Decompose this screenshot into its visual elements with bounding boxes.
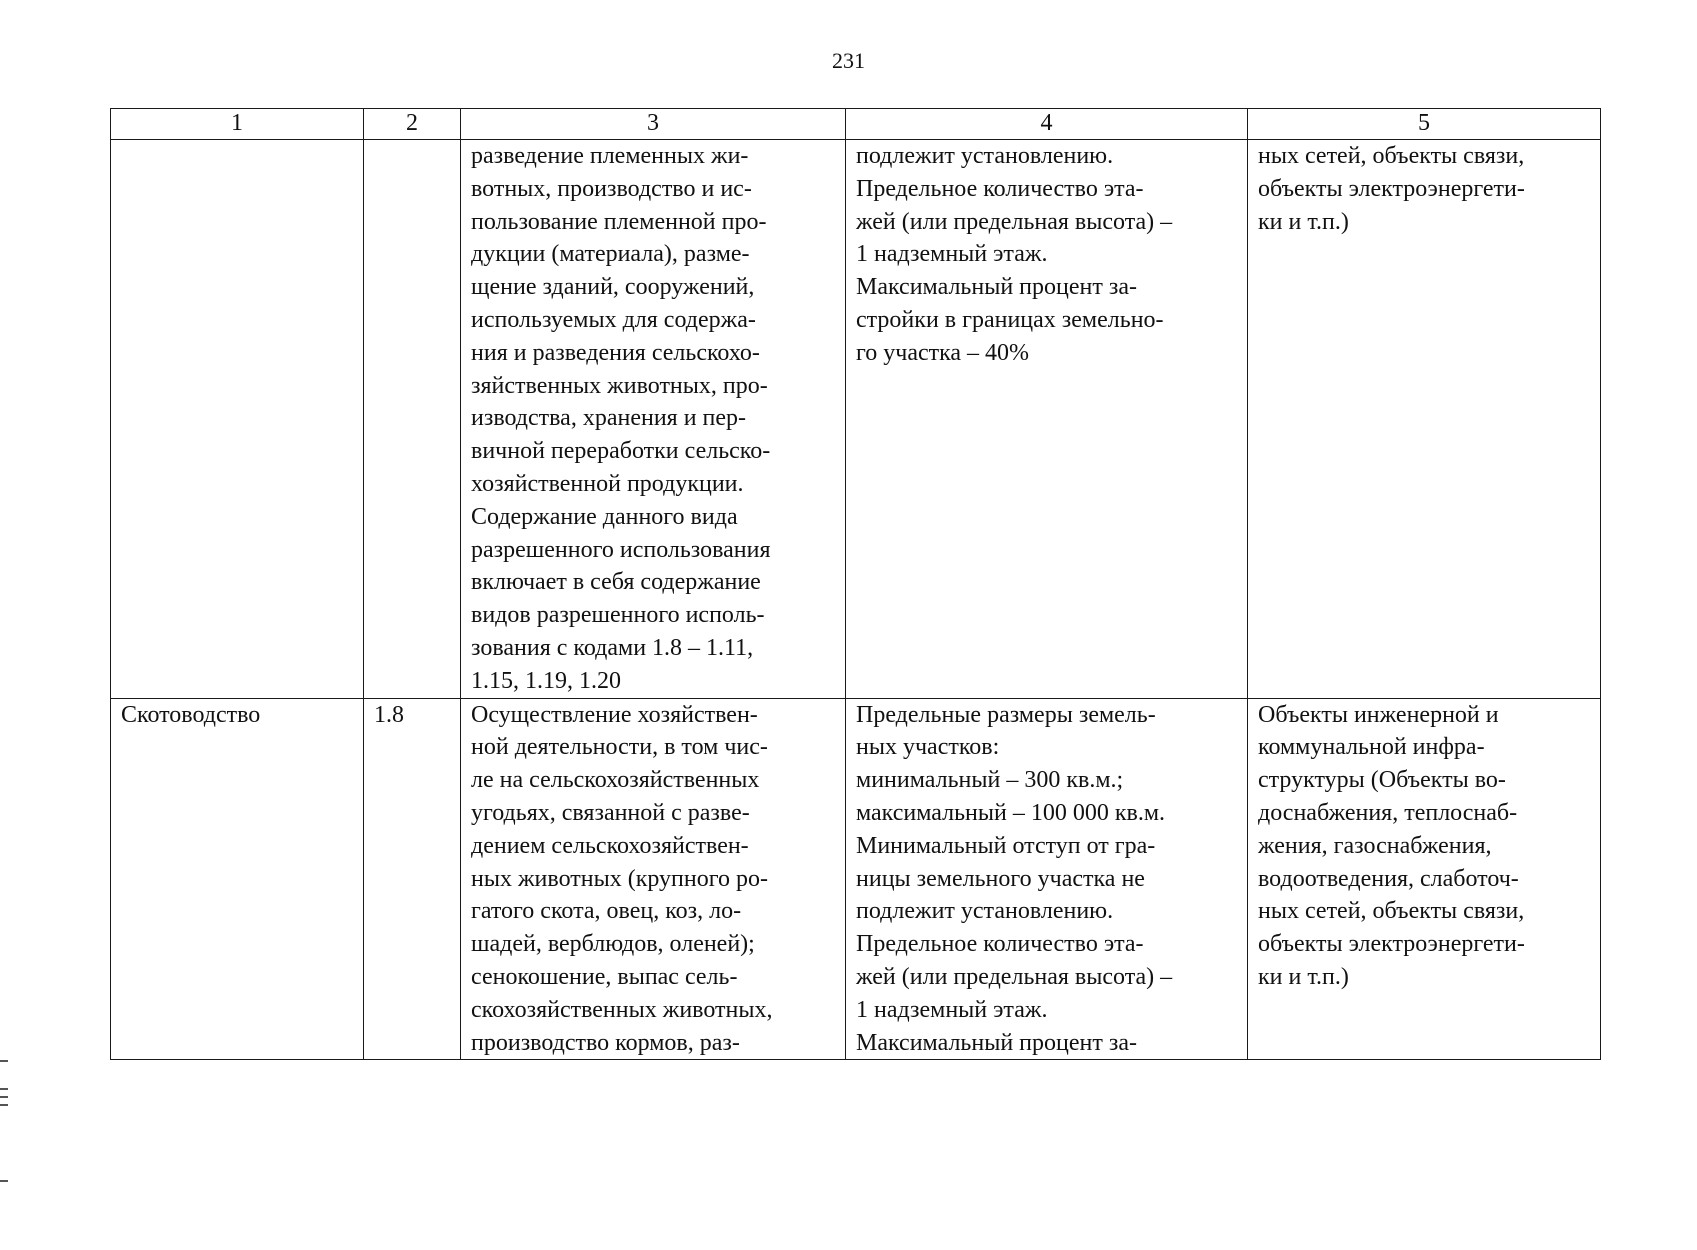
land-use-name-cell: Скотоводство bbox=[111, 698, 364, 1060]
page-number: 231 bbox=[832, 48, 865, 73]
scan-mark bbox=[0, 1088, 8, 1090]
column-header-3: 3 bbox=[461, 109, 846, 140]
scan-mark bbox=[0, 1180, 8, 1182]
scan-mark bbox=[0, 1104, 8, 1106]
land-use-objects-cell: ных сетей, объекты связи, объекты электроэнергети- ки и т.п.) bbox=[1248, 140, 1601, 699]
scan-mark bbox=[0, 1060, 8, 1062]
scan-margin-marks bbox=[0, 1060, 8, 1250]
land-use-parameters-cell: Предельные размеры земель- ных участков: минимальный – 300 кв.м.; максимальный – 100 000 кв.м. Минимальный отступ от гра- ницы земельного участка не подлежит установлению. Предельное количество эта- жей (или предельная высота) – 1 надземный этаж. Максимальный процент за- bbox=[846, 698, 1248, 1060]
land-use-parameters-cell: подлежит установлению. Предельное количество эта- жей (или предельная высота) – 1 надземный этаж. Максимальный процент за- стройки в границах земельно- го участка – 40% bbox=[846, 140, 1248, 699]
column-header-1: 1 bbox=[111, 109, 364, 140]
land-use-table bbox=[110, 108, 1601, 1060]
land-use-objects-cell: Объекты инженерной и коммунальной инфра- структуры (Объекты во- доснабжения, теплоснаб- жения, газоснабжения, водоотведения, слаботоч- ных сетей, объекты связи, объекты электроэнергети- ки и т.п.) bbox=[1248, 698, 1601, 1060]
land-use-code-cell bbox=[364, 140, 461, 699]
land-use-name-cell bbox=[111, 140, 364, 699]
scan-mark bbox=[0, 1096, 8, 1098]
column-header-5: 5 bbox=[1248, 109, 1601, 140]
column-header-4: 4 bbox=[846, 109, 1248, 140]
table-header-row bbox=[111, 109, 1601, 140]
table-row bbox=[111, 140, 1601, 699]
land-use-description-cell: Осуществление хозяйствен- ной деятельности, в том чис- ле на сельскохозяйственных угодьях, связанной с разве- дением сельскохозяйствен- ных животных (крупного ро- гатого скота, овец, коз, ло- шадей, верблюдов, оленей); сенокошение, выпас сель- скохозяйственных животных, производство кормов, раз- bbox=[461, 698, 846, 1060]
land-use-description-cell: разведение племенных жи- вотных, производство и ис- пользование племенной про- дукции (материала), разме- щение зданий, сооружений, используемых для содержа- ния и разведения сельскохо- зяйственных животных, про- изводства, хранения и пер- вичной переработки сельско- хозяйственной продукции. Содержание данного вида разрешенного использования включает в себя содержание видов разрешенного исполь- зования с кодами 1.8 – 1.11, 1.15, 1.19, 1.20 bbox=[461, 140, 846, 699]
table-row bbox=[111, 698, 1601, 1060]
land-use-code-cell: 1.8 bbox=[364, 698, 461, 1060]
column-header-2: 2 bbox=[364, 109, 461, 140]
